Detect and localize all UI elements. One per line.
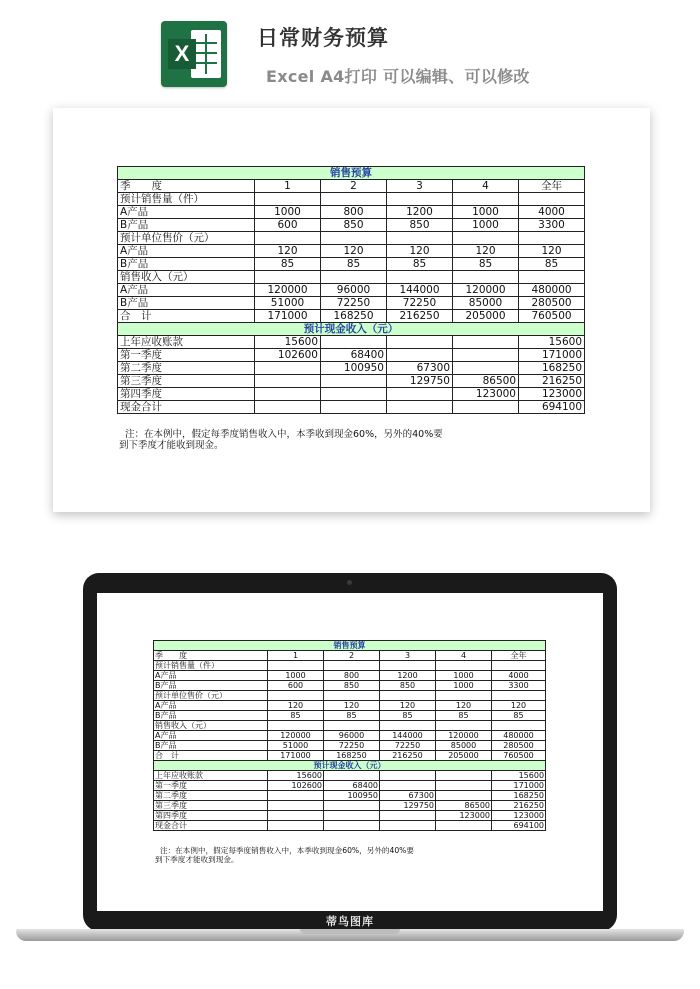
- cell: [380, 781, 436, 791]
- cell: 1000: [436, 671, 492, 681]
- cell: [324, 721, 380, 731]
- cell: 123000: [519, 388, 585, 401]
- row-label: 预计销售量（件）: [118, 193, 255, 206]
- cell: [492, 691, 546, 701]
- cell: [268, 721, 324, 731]
- cell: 3: [387, 180, 453, 193]
- cell: 216250: [519, 375, 585, 388]
- table-row: [154, 661, 546, 671]
- note-mini-line-1: 注：在本例中，假定每季度销售收入中，本季收到现金60%，另外的40%要: [160, 846, 414, 855]
- row-label: A产品: [118, 284, 255, 297]
- cell: 120: [519, 245, 585, 258]
- cell: 168250: [324, 751, 380, 761]
- table-row: [154, 711, 546, 721]
- table-row: [154, 681, 546, 691]
- page-subtitle: Excel A4打印 可以编辑、可以修改: [266, 67, 530, 86]
- cell: 850: [324, 681, 380, 691]
- cell: [268, 791, 324, 801]
- table-row: [118, 388, 585, 401]
- budget-table-mini: [153, 640, 546, 831]
- cell: [255, 232, 321, 245]
- cell: [387, 271, 453, 284]
- cell: 123000: [453, 388, 519, 401]
- row-label: A产品: [154, 731, 268, 741]
- table-row: [154, 811, 546, 821]
- cell: [453, 336, 519, 349]
- cell: [268, 801, 324, 811]
- cell: 85: [453, 258, 519, 271]
- cell: 102600: [268, 781, 324, 791]
- table-row: [118, 258, 585, 271]
- cell: 600: [255, 219, 321, 232]
- cell: 144000: [380, 731, 436, 741]
- cell: 123000: [436, 811, 492, 821]
- cell: 2: [324, 651, 380, 661]
- cell: [255, 375, 321, 388]
- cell: 72250: [324, 741, 380, 751]
- cell: 4: [436, 651, 492, 661]
- cell: 85: [321, 258, 387, 271]
- row-label: 第四季度: [118, 388, 255, 401]
- cell: [268, 811, 324, 821]
- row-label: 现金合计: [118, 401, 255, 414]
- table-row: [118, 219, 585, 232]
- table-row: [154, 731, 546, 741]
- cell: [324, 691, 380, 701]
- cell: 102600: [255, 349, 321, 362]
- row-label: 第四季度: [154, 811, 268, 821]
- cell: [436, 691, 492, 701]
- cell: 120: [268, 701, 324, 711]
- cell: 120: [255, 245, 321, 258]
- cell: [268, 661, 324, 671]
- cell: 1200: [380, 671, 436, 681]
- cell: [321, 271, 387, 284]
- cell: [380, 811, 436, 821]
- row-label: 第一季度: [154, 781, 268, 791]
- table-row: [154, 671, 546, 681]
- table-row: [154, 801, 546, 811]
- row-label: B产品: [154, 711, 268, 721]
- excel-icon-letter: X: [168, 39, 196, 69]
- cell: [324, 801, 380, 811]
- row-label: 预计销售量（件）: [154, 661, 268, 671]
- row-label: 现金合计: [154, 821, 268, 831]
- row-label: 季 度: [118, 180, 255, 193]
- cell: 480000: [492, 731, 546, 741]
- excel-icon: [161, 21, 227, 87]
- laptop-screen: [97, 593, 603, 911]
- cell: 4000: [492, 671, 546, 681]
- cell: [436, 791, 492, 801]
- cell: 694100: [492, 821, 546, 831]
- cell: 168250: [492, 791, 546, 801]
- row-label: B产品: [118, 297, 255, 310]
- cell: [324, 771, 380, 781]
- cell: 100950: [321, 362, 387, 375]
- budget-table: [117, 166, 585, 414]
- row-label: A产品: [154, 701, 268, 711]
- budget-note: [119, 429, 589, 451]
- cell: [436, 721, 492, 731]
- cell: 171000: [255, 310, 321, 323]
- cash-income-title: 预计现金收入（元）: [118, 323, 585, 336]
- cell: 85: [436, 711, 492, 721]
- cell: 1000: [255, 206, 321, 219]
- cell: [387, 193, 453, 206]
- cell: 171000: [519, 349, 585, 362]
- row-label: 第三季度: [118, 375, 255, 388]
- laptop-camera: [347, 580, 352, 585]
- sales-budget-title: 销售预算: [154, 641, 546, 651]
- cell: 280500: [519, 297, 585, 310]
- table-row: [118, 336, 585, 349]
- cell: [380, 771, 436, 781]
- cell: 120: [387, 245, 453, 258]
- cell: 120: [436, 701, 492, 711]
- table-row: [118, 401, 585, 414]
- cell: 1200: [387, 206, 453, 219]
- cell: 171000: [492, 781, 546, 791]
- cell: 51000: [255, 297, 321, 310]
- row-label: A产品: [118, 245, 255, 258]
- cell: 68400: [324, 781, 380, 791]
- cell: 15600: [268, 771, 324, 781]
- cell: 1: [268, 651, 324, 661]
- table-row: [154, 701, 546, 711]
- cell: 1000: [268, 671, 324, 681]
- cell: [492, 661, 546, 671]
- row-label: 第一季度: [118, 349, 255, 362]
- row-label: 销售收入（元）: [118, 271, 255, 284]
- row-label: 销售收入（元）: [154, 721, 268, 731]
- sales-budget-title: 销售预算: [118, 167, 585, 180]
- cell: [453, 193, 519, 206]
- cell: 205000: [453, 310, 519, 323]
- cell: 144000: [387, 284, 453, 297]
- cell: [492, 721, 546, 731]
- cell: 67300: [387, 362, 453, 375]
- cell: 168250: [519, 362, 585, 375]
- laptop-notch: [300, 929, 400, 934]
- cell: 15600: [492, 771, 546, 781]
- row-label: 上年应收账款: [154, 771, 268, 781]
- cell: [268, 691, 324, 701]
- cell: 216250: [387, 310, 453, 323]
- table-row: [154, 781, 546, 791]
- cell: 850: [387, 219, 453, 232]
- table-row: [154, 791, 546, 801]
- table-row: [154, 691, 546, 701]
- cell: 1: [255, 180, 321, 193]
- cell: 15600: [519, 336, 585, 349]
- laptop-brand: 蒂鸟图库: [326, 915, 374, 928]
- row-label: 预计单位售价（元）: [154, 691, 268, 701]
- cell: 3300: [492, 681, 546, 691]
- cell: 86500: [436, 801, 492, 811]
- table-row: [118, 206, 585, 219]
- row-label: 季 度: [154, 651, 268, 661]
- cell: [324, 821, 380, 831]
- cell: [324, 661, 380, 671]
- row-label: B产品: [154, 741, 268, 751]
- table-row: [154, 771, 546, 781]
- cell: [380, 691, 436, 701]
- table-row: [118, 349, 585, 362]
- cell: [453, 349, 519, 362]
- cell: [453, 401, 519, 414]
- cell: 205000: [436, 751, 492, 761]
- budget-note-mini: [155, 846, 550, 864]
- cell: 120: [492, 701, 546, 711]
- row-label: B产品: [154, 681, 268, 691]
- note-line-1: 注：在本例中，假定每季度销售收入中，本季收到现金60%，另外的40%要: [125, 429, 443, 440]
- cell: [255, 271, 321, 284]
- cell: 760500: [519, 310, 585, 323]
- cell: 120000: [436, 731, 492, 741]
- cell: 85: [324, 711, 380, 721]
- row-label: 合 计: [154, 751, 268, 761]
- row-label: B产品: [118, 258, 255, 271]
- cell: 120000: [255, 284, 321, 297]
- row-label: B产品: [118, 219, 255, 232]
- cell: 123000: [492, 811, 546, 821]
- cell: 850: [380, 681, 436, 691]
- cell: 168250: [321, 310, 387, 323]
- row-label: 第三季度: [154, 801, 268, 811]
- cell: 1000: [453, 206, 519, 219]
- cell: 72250: [387, 297, 453, 310]
- cell: 760500: [492, 751, 546, 761]
- page-header: [0, 0, 700, 100]
- note-mini-line-2: 到下季度才能收到现金。: [155, 855, 239, 864]
- cell: 216250: [380, 751, 436, 761]
- cell: [387, 232, 453, 245]
- row-label: 合 计: [118, 310, 255, 323]
- row-label: A产品: [118, 206, 255, 219]
- cell: 全年: [519, 180, 585, 193]
- table-row: [118, 284, 585, 297]
- cell: 72250: [380, 741, 436, 751]
- cell: [387, 401, 453, 414]
- cell: 1000: [436, 681, 492, 691]
- cell: 85: [268, 711, 324, 721]
- cell: [321, 193, 387, 206]
- cell: 120: [380, 701, 436, 711]
- cell: [255, 388, 321, 401]
- cell: [380, 721, 436, 731]
- cell: [387, 336, 453, 349]
- table-row: [118, 232, 585, 245]
- cell: [255, 193, 321, 206]
- cell: 96000: [321, 284, 387, 297]
- cell: [519, 232, 585, 245]
- cell: 800: [324, 671, 380, 681]
- cell: 85000: [453, 297, 519, 310]
- cell: [321, 401, 387, 414]
- cell: 85: [492, 711, 546, 721]
- cell: 85: [387, 258, 453, 271]
- cell: 171000: [268, 751, 324, 761]
- cell: [268, 821, 324, 831]
- cell: [321, 388, 387, 401]
- cell: [436, 661, 492, 671]
- table-row: [118, 310, 585, 323]
- cell: [387, 349, 453, 362]
- table-row: [118, 297, 585, 310]
- cell: 120000: [453, 284, 519, 297]
- cell: 3: [380, 651, 436, 661]
- cell: [380, 821, 436, 831]
- cell: 129750: [387, 375, 453, 388]
- cell: 120: [453, 245, 519, 258]
- row-label: A产品: [154, 671, 268, 681]
- cell: [453, 232, 519, 245]
- cell: 280500: [492, 741, 546, 751]
- cell: [436, 781, 492, 791]
- cell: 85: [255, 258, 321, 271]
- cell: 86500: [453, 375, 519, 388]
- page-title: 日常财务预算: [257, 26, 389, 50]
- cell: 3300: [519, 219, 585, 232]
- cell: 120000: [268, 731, 324, 741]
- cell: [321, 336, 387, 349]
- cell: 85: [380, 711, 436, 721]
- row-label: 预计单位售价（元）: [118, 232, 255, 245]
- cell: 67300: [380, 791, 436, 801]
- cell: 850: [321, 219, 387, 232]
- cell: 85: [519, 258, 585, 271]
- cell: [255, 362, 321, 375]
- cell: 96000: [324, 731, 380, 741]
- table-row: [154, 721, 546, 731]
- cell: 1000: [453, 219, 519, 232]
- cell: 480000: [519, 284, 585, 297]
- table-row: [118, 245, 585, 258]
- cell: 85000: [436, 741, 492, 751]
- table-row: [118, 375, 585, 388]
- cell: [436, 821, 492, 831]
- cash-income-title: 预计现金收入（元）: [154, 761, 546, 771]
- cell: 全年: [492, 651, 546, 661]
- cell: [324, 811, 380, 821]
- cell: 68400: [321, 349, 387, 362]
- quarter-header-row: [154, 651, 546, 661]
- row-label: 第二季度: [154, 791, 268, 801]
- cell: 15600: [255, 336, 321, 349]
- cell: [519, 271, 585, 284]
- cell: [387, 388, 453, 401]
- cell: 120: [321, 245, 387, 258]
- cell: 72250: [321, 297, 387, 310]
- cell: [321, 375, 387, 388]
- table-row: [154, 751, 546, 761]
- cell: 600: [268, 681, 324, 691]
- cell: 100950: [324, 791, 380, 801]
- cell: 4: [453, 180, 519, 193]
- table-row: [118, 362, 585, 375]
- cell: [519, 193, 585, 206]
- cell: [436, 771, 492, 781]
- cell: [453, 271, 519, 284]
- row-label: 上年应收账款: [118, 336, 255, 349]
- cell: 694100: [519, 401, 585, 414]
- cell: 4000: [519, 206, 585, 219]
- table-row: [118, 271, 585, 284]
- cell: 51000: [268, 741, 324, 751]
- cell: [321, 232, 387, 245]
- cell: 129750: [380, 801, 436, 811]
- cell: [453, 362, 519, 375]
- row-label: 第二季度: [118, 362, 255, 375]
- cell: 2: [321, 180, 387, 193]
- table-row: [154, 821, 546, 831]
- cell: 216250: [492, 801, 546, 811]
- table-row: [154, 741, 546, 751]
- cell: 120: [324, 701, 380, 711]
- quarter-header-row: [118, 180, 585, 193]
- cell: 800: [321, 206, 387, 219]
- cell: [380, 661, 436, 671]
- note-line-2: 到下季度才能收到现金。: [119, 440, 224, 451]
- cell: [255, 401, 321, 414]
- table-row: [118, 193, 585, 206]
